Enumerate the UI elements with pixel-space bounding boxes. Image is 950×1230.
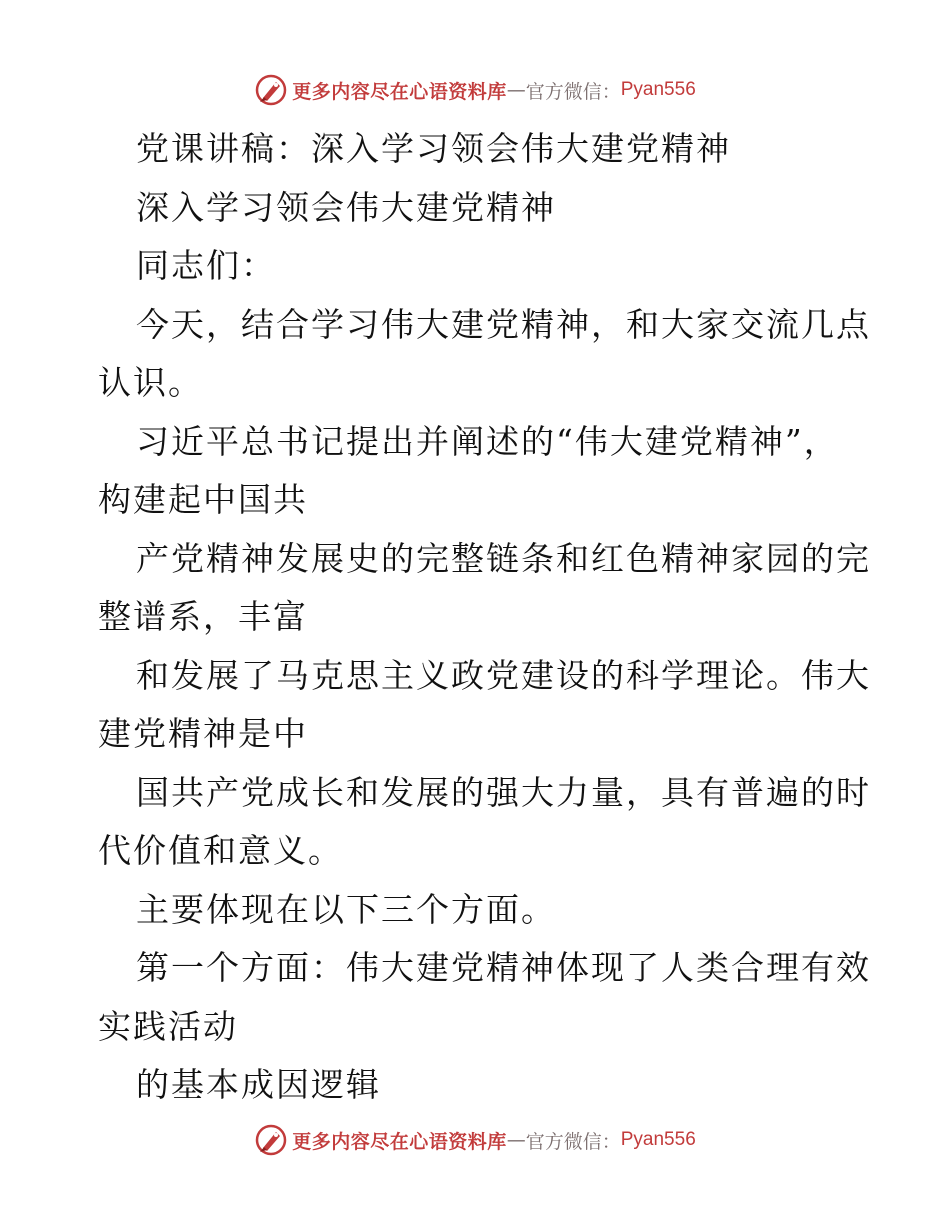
text-line: 建党精神是中 bbox=[98, 714, 308, 753]
text-line: 国共产党成长和发展的强大力量，具有普遍的时 bbox=[136, 772, 871, 812]
text-line: 第一个方面：伟大建党精神体现了人类合理有效 bbox=[136, 948, 871, 987]
text-line: 深入学习领会伟大建党精神 bbox=[136, 187, 556, 227]
text-line: 整谱系，丰富 bbox=[98, 597, 308, 636]
banner-wechat-label: 官方微信： bbox=[525, 80, 621, 103]
banner-wechat-label: 官方微信： bbox=[525, 1130, 621, 1153]
text-line: 代价值和意义。 bbox=[98, 831, 343, 870]
banner-separator: — bbox=[506, 79, 526, 101]
banner-contact-id: Pyan556 bbox=[620, 1129, 696, 1150]
header-watermark-banner bbox=[0, 70, 950, 110]
text-line: 习近平总书记提出并阐述的“伟大建党精神”， bbox=[136, 421, 839, 461]
text-line: 认识。 bbox=[98, 363, 203, 402]
text-line: 的基本成因逻辑 bbox=[136, 1065, 381, 1104]
text-line: 产党精神发展史的完整链条和红色精神家园的完 bbox=[136, 538, 871, 578]
footer-watermark-banner bbox=[0, 1120, 950, 1160]
banner-contact-id: Pyan556 bbox=[620, 79, 696, 100]
banner-title: 更多内容尽在心语资料库 bbox=[292, 80, 507, 103]
pen-nib-logo-icon bbox=[254, 1123, 288, 1157]
text-line: 主要体现在以下三个方面。 bbox=[136, 889, 556, 929]
text-line: 构建起中国共 bbox=[98, 480, 308, 519]
banner-title: 更多内容尽在心语资料库 bbox=[292, 1130, 507, 1153]
text-line: 党课讲稿：深入学习领会伟大建党精神 bbox=[136, 129, 731, 168]
banner-separator: — bbox=[506, 1129, 526, 1151]
text-line: 同志们： bbox=[136, 246, 276, 285]
pen-nib-logo-icon bbox=[254, 73, 288, 107]
text-line: 实践活动 bbox=[98, 1006, 238, 1046]
document-body bbox=[98, 120, 871, 1115]
text-line: 和发展了马克思主义政党建设的科学理论。伟大 bbox=[136, 655, 871, 695]
text-line: 今天，结合学习伟大建党精神，和大家交流几点 bbox=[136, 304, 871, 344]
